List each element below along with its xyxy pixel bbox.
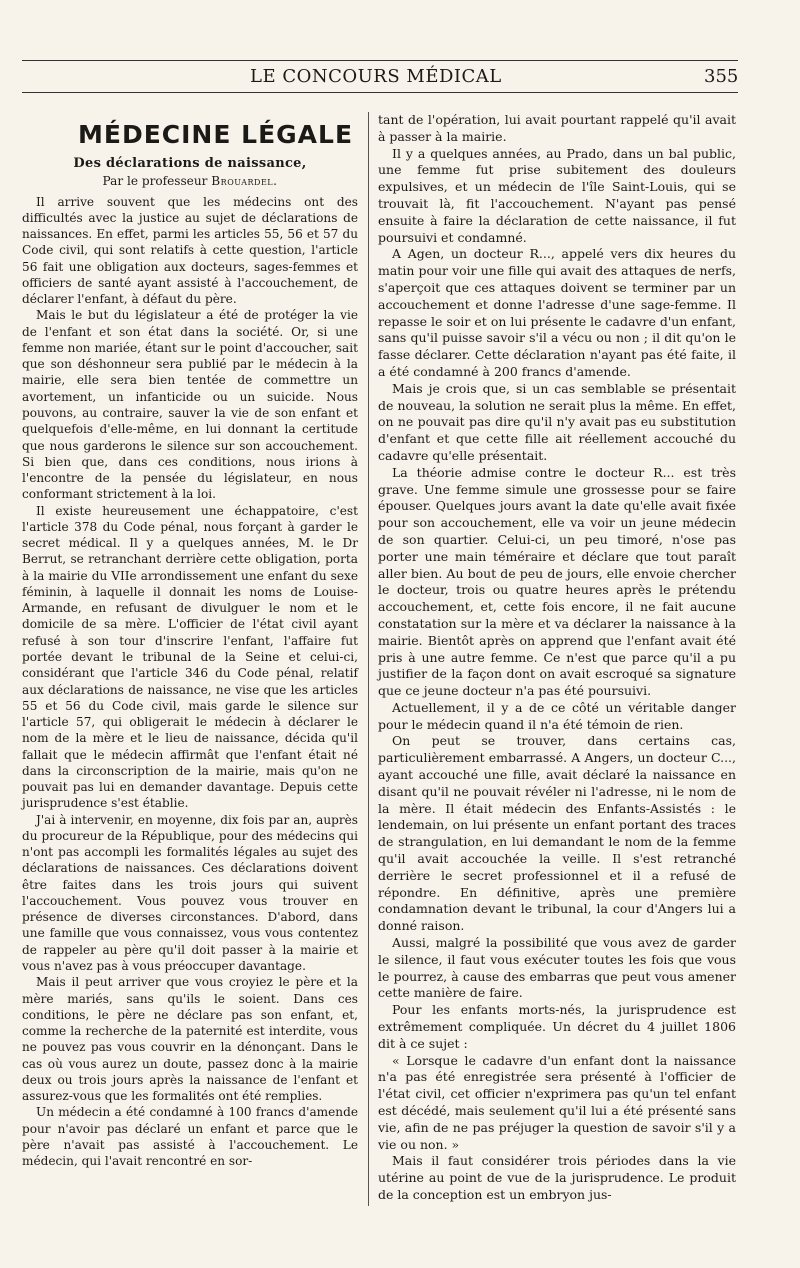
- paragraph: Mais le but du législateur a été de protéger la vie de l'enfant et son état dans la société. Or, si une femme non mariée, étant sur le point d'accoucher, sait que son déshonneur sera publié par le médecin à la mairie, elle sera bien tentée de commettre un avortement, un infanticide ou un suicide. Nous pouvons, au contraire, sauver la vie de son enfant et quelquefois d'elle-même, en lui donnant la certitude que nous garderons le silence sur son accouchement. Si bien que, dans ces conditions, nous irions à l'encontre de la pensée du législateur, en nous conformant strictement à la loi.: [22, 308, 358, 502]
- left-column: [22, 112, 358, 1169]
- header-rule-top: [22, 60, 738, 61]
- paragraph: La théorie admise contre le docteur R... est très grave. Une femme simule une grossesse pour se faire épouser. Quelques jours avant la date qu'elle avait fixée pour son accouchement, elle va voir un jeune médecin de son quartier. Celui-ci, un peu timoré, n'ose pas porter une main téméraire et déclare que tout paraît aller bien. Au bout de peu de jours, elle envoie chercher le docteur, trois ou quatre heures après le prétendu accouchement, et, cette fois encore, il ne fait aucune constatation sur la mère et va déclarer la naissance à la mairie. Bientôt après on apprend que l'enfant avait été pris à une autre femme. Ce n'est que parce qu'il a pu justifier de la façon dont on avait escroqué sa signature que ce jeune docteur n'a pas été poursuivi.: [378, 464, 736, 699]
- column-divider: [368, 112, 369, 1206]
- byline-prefix: Par le professeur: [102, 174, 208, 189]
- paragraph: Mais il peut arriver que vous croyiez le père et la mère mariés, sans qu'ils le soient. Dans ces conditions, le père ne déclare pas son enfant, et, comme la recherche de la paternité est interdite, vous ne pouvez pas vous couvrir en la dénonçant. Dans le cas où vous aurez un doute, passez donc à la mairie deux ou trois jours après la naissance de l'enfant et assurez-vous que les formalités ont été remplies.: [22, 975, 358, 1104]
- paragraph: Il existe heureusement une échappatoire, c'est l'article 378 du Code pénal, nous forçant à garder le secret médical. Il y a quelques années, M. le Dr Berrut, se retranchant derrière cette obligation, porta à la mairie du VIIe arrondissement une enfant du sexe féminin, à laquelle il donnait les noms de Louise-Armande, en refusant de divulguer le nom et le domicile de sa mère. L'officier de l'état civil ayant refusé à son tour d'inscrire l'enfant, l'affaire fut portée devant le tribunal de la Seine et celui-ci, considérant que l'article 346 du Code pénal, relatif aux déclarations de naissance, ne vise que les articles 55 et 56 du Code civil, mais garde le silence sur l'article 57, qui obligerait le médecin à déclarer le nom de la mère et le lieu de naissance, décida qu'il fallait que le médecin affirmât que l'enfant était né dans la circonscription de la mairie, mais qu'on ne pouvait pas lui en demander davantage. Depuis cette jurisprudence s'est établie.: [22, 503, 358, 811]
- paragraph: A Agen, un docteur R..., appelé vers dix heures du matin pour voir une fille qui avait des attaques de nerfs, s'aperçoit que ces attaques doivent se terminer par un accouchement et donne l'adresse d'une sage-femme. Il repasse le soir et on lui présente le cadavre d'un enfant, sans qu'il puisse savoir s'il a vécu ou non ; il dit qu'on le fasse déclarer. Cette déclaration n'ayant pas été faite, il a été condamné à 200 francs d'amende.: [378, 246, 736, 379]
- header-rule-bottom: [22, 92, 738, 93]
- right-column: [378, 112, 736, 1204]
- journal-title: LE CONCOURS MÉDICAL: [250, 66, 502, 87]
- paragraph: Actuellement, il y a de ce côté un véritable danger pour le médecin quand il n'a été témoin de rien.: [378, 699, 736, 732]
- paragraph: Un médecin a été condamné à 100 francs d'amende pour n'avoir pas déclaré un enfant et parce que le père n'avait pas assisté à l'accouchement. Le médecin, qui l'avait rencontré en sor-: [22, 1105, 358, 1169]
- paragraph: Pour les enfants morts-nés, la jurisprudence est extrêmement compliquée. Un décret du 4 juillet 1806 dit à ce sujet :: [378, 1002, 736, 1051]
- paragraph: Il y a quelques années, au Prado, dans un bal public, une femme fut prise subitement des douleurs expulsives, et un médecin de l'île Saint-Louis, qui se trouvait là, fit l'accouchement. N'ayant pas pensé ensuite à faire la déclaration de cette naissance, il fut poursuivi et condamné.: [378, 145, 736, 245]
- paragraph: Mais il faut considérer trois périodes dans la vie utérine au point de vue de la jurisprudence. Le produit de la conception est un embryon jus-: [378, 1153, 736, 1202]
- article-title: Des déclarations de naissance,: [73, 156, 307, 171]
- section-title: MÉDECINE LÉGALE: [78, 120, 354, 149]
- paragraph: Il arrive souvent que les médecins ont des difficultés avec la justice au sujet de déclarations de naissances. En effet, parmi les articles 55, 56 et 57 du Code civil, qui sont relatifs à cette question, l'article 56 fait une obligation aux docteurs, sages-femmes et officiers de santé ayant assisté à l'accouchement, de déclarer l'enfant, à défaut du père.: [22, 194, 358, 307]
- page-number: 355: [704, 66, 739, 87]
- paragraph: J'ai à intervenir, en moyenne, dix fois par an, auprès du procureur de la République, pour des médecins qui n'ont pas accompli les formalités légales au sujet des déclarations de naissances. Ces déclarations doivent être faites dans les trois jours qui suivent l'accouchement. Vous pouvez vous trouver en présence de diverses circonstances. D'abord, dans une famille que vous connaissez, vous vous contentez de rappeler au père qu'il doit passer à la mairie et vous n'avez pas à vous préoccuper davantage.: [22, 812, 358, 974]
- byline-author: Brouardel.: [211, 174, 278, 189]
- byline: [22, 173, 358, 189]
- paragraph: Aussi, malgré la possibilité que vous avez de garder le silence, il faut vous exécuter toutes les fois que vous le pourrez, à cause des embarras que peut vous amener cette manière de faire.: [378, 935, 736, 1001]
- paragraph: On peut se trouver, dans certains cas, particulièrement embarrassé. A Angers, un docteur C..., ayant accouché une fille, avait déclaré la naissance en disant qu'il ne pouvait révéler ni l'adresse, ni le nom de la mère. Il était médecin des Enfants-Assistés : le lendemain, on lui présente un enfant portant des traces de strangulation, en lui demandant le nom de la femme qu'il avait accouchée la veille. Il s'est retranché derrière le secret professionnel et il a refusé de répondre. En définitive, après une première condamnation devant le tribunal, la cour d'Angers lui a donné raison.: [378, 733, 736, 934]
- paragraph: Mais je crois que, si un cas semblable se présentait de nouveau, la solution ne serait plus la même. En effet, on ne pouvait pas dire qu'il n'y avait pas eu substitution d'enfant et que cette fille ait réellement accouché du cadavre qu'elle présentait.: [378, 380, 736, 463]
- paragraph: tant de l'opération, lui avait pourtant rappelé qu'il avait à passer à la mairie.: [378, 112, 736, 144]
- paragraph: « Lorsque le cadavre d'un enfant dont la naissance n'a pas été enregistrée sera présenté à l'officier de l'état civil, cet officier n'exprimera pas qu'un tel enfant est décédé, mais seulement qu'il lui a été présenté sans vie, afin de ne pas préjuger la question de savoir s'il y a vie ou non. »: [378, 1052, 736, 1152]
